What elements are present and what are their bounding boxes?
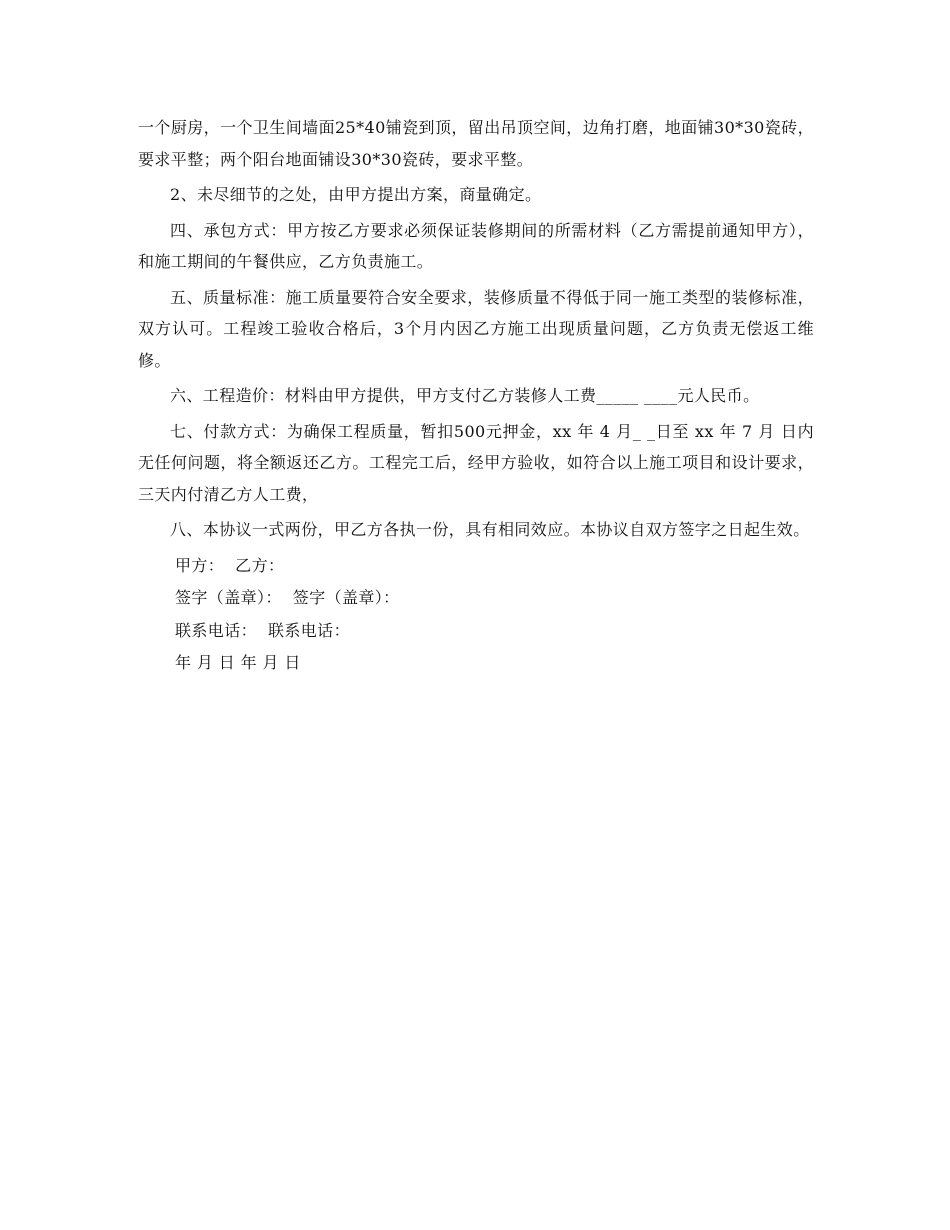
signature-date: 年 月 日 年 月 日	[175, 653, 301, 672]
document-body	[138, 112, 814, 680]
paragraph-contract-method: 四、承包方式：甲方按乙方要求必须保证装修期间的所需材料（乙方需提前通知甲方），和施工期间的午餐供应，乙方负责施工。	[138, 220, 814, 271]
paragraph-payment-method: 七、付款方式：为确保工程质量，暂扣500元押金，xx 年 4 月_ _日至 xx 年 7 月 日内无任何问题，将全额返还乙方。工程完工后，经甲方验收，如符合以上施工项目和设计要求，三天内付清乙方人工费，	[138, 421, 814, 504]
paragraph-quality-standard: 五、质量标准：施工质量要符合安全要求，装修质量不得低于同一施工类型的装修标准，双方认可。工程竣工验收合格后，3个月内因乙方施工出现质量问题，乙方负责无偿返工维修。	[138, 287, 814, 370]
signature-phone: 联系电话： 联系电话：	[175, 620, 350, 640]
signature-stamp: 签字（盖章）： 签字（盖章）：	[175, 588, 400, 607]
paragraph-tiling-spec: 一个厨房，一个卫生间墙面25*40铺瓷到顶，留出吊顶空间，边角打磨，地面铺30*30瓷砖，要求平整；两个阳台地面铺设30*30瓷砖，要求平整。	[138, 118, 814, 169]
signature-parties: 甲方： 乙方：	[175, 555, 285, 575]
paragraph-agreement-copies: 八、本协议一式两份，甲乙方各执一份，具有相同效应。本协议自双方签字之日起生效。	[170, 520, 810, 539]
paragraph-unspecified-details: 2、未尽细节的之处，由甲方提出方案，商量确定。	[170, 185, 542, 204]
paragraph-project-cost: 六、工程造价：材料由甲方提供，甲方支付乙方装修人工费_____ ____元人民币。	[170, 386, 760, 405]
